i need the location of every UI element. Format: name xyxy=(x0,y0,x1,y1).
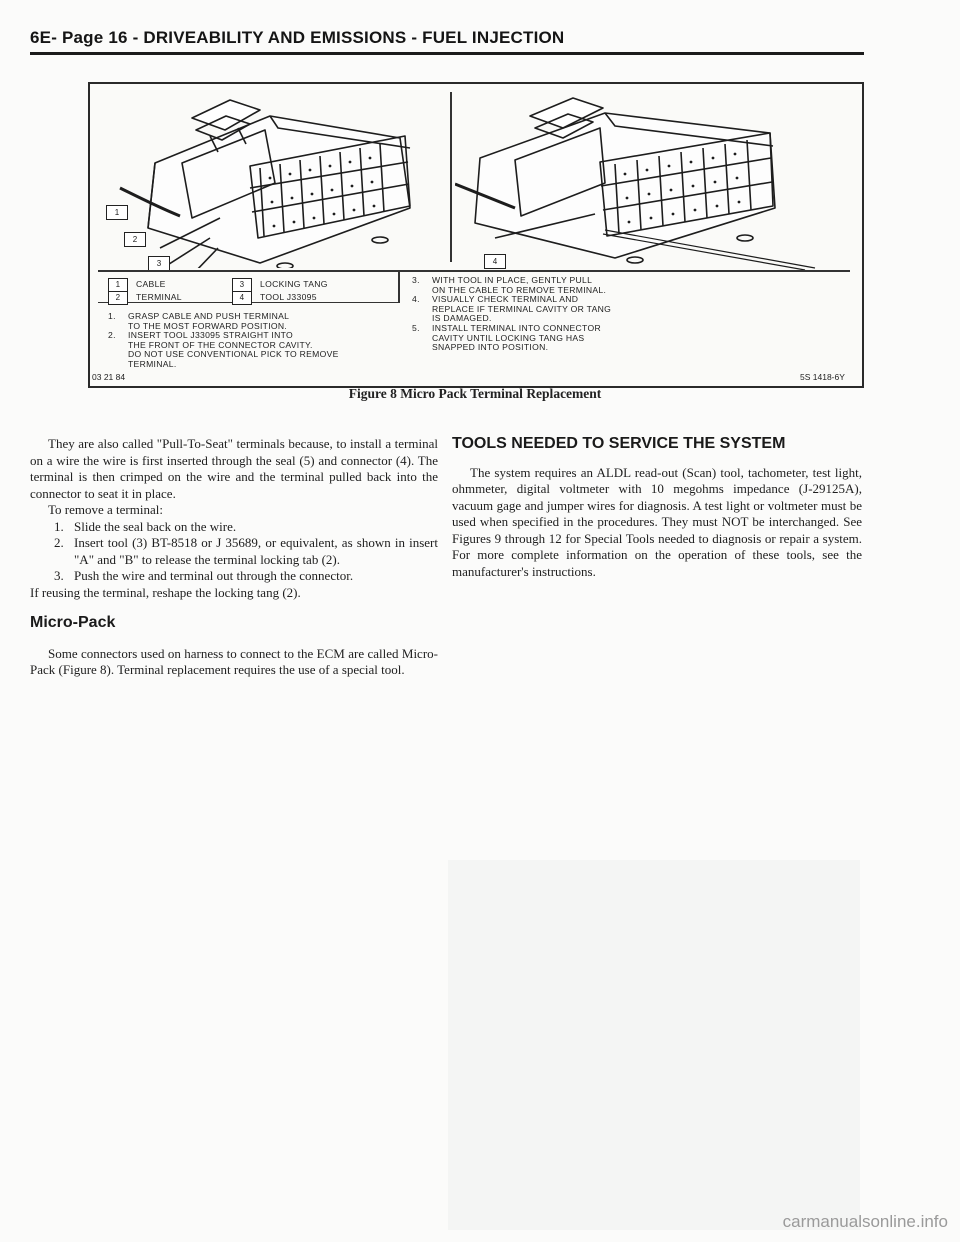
micro-pack-paragraph: Some connectors used on harness to connect to the ECM are called Micro-Pack (Figure 8). Terminal replacement requires the use of a special tool. xyxy=(30,645,438,677)
callout-2: 2 xyxy=(124,232,146,247)
legend-label: CABLE xyxy=(136,279,166,290)
figure-divider xyxy=(450,92,452,262)
legend-divider xyxy=(398,272,400,302)
figure-step: 3. WITH TOOL IN PLACE, GENTLY PULL ON THE CABLE TO REMOVE TERMINAL. xyxy=(412,275,607,295)
header-title: 6E- Page 16 - DRIVEABILITY AND EMISSIONS - FUEL INJECTION xyxy=(30,28,565,47)
figure-step: 5. INSTALL TERMINAL INTO CONNECTOR CAVITY UNTIL LOCKING TANG HAS SNAPPED INTO POSITION. xyxy=(412,322,601,353)
removal-step: 3. Push the wire and terminal out through the connector. xyxy=(54,568,354,583)
legend-number: 2 xyxy=(108,291,128,305)
legend-number: 4 xyxy=(232,291,252,305)
legend-item-tool xyxy=(232,291,317,305)
callout-3: 3 xyxy=(148,256,170,271)
remove-intro: To remove a terminal: xyxy=(48,502,163,517)
connector-illustration-right xyxy=(455,88,855,270)
callout-1: 1 xyxy=(106,205,128,220)
header-rule xyxy=(30,52,864,55)
figure-steps-left xyxy=(108,312,398,370)
figure-code-left: 03 21 84 xyxy=(92,372,126,382)
legend-item-terminal xyxy=(108,291,182,305)
legend-item-locking-tang xyxy=(232,278,328,292)
left-column xyxy=(30,436,438,679)
legend-item-cable xyxy=(108,278,166,292)
callout-4: 4 xyxy=(484,254,506,269)
tools-heading: TOOLS NEEDED TO SERVICE THE SYSTEM xyxy=(452,435,786,452)
figure-legend-rule xyxy=(98,270,850,272)
figure-step: 1. GRASP CABLE AND PUSH TERMINAL TO THE MOST FORWARD POSITION. xyxy=(108,311,290,331)
legend-label: TOOL J33095 xyxy=(260,292,317,303)
intro-paragraph: They are also called "Pull-To-Seat" terminals because, to install a terminal on a wire the wire is first inserted through the seal (5) and connector (4). The terminal is then crimped on the wire and the terminal pulled back into the connector to seat it in place. xyxy=(30,436,438,501)
removal-step: 1. Slide the seal back on the wire. xyxy=(54,518,237,534)
watermark-text: carmanualsonline.info xyxy=(782,1212,948,1231)
legend-number: 1 xyxy=(108,278,128,292)
micro-pack-heading: Micro-Pack xyxy=(30,614,116,631)
connector-illustration-left xyxy=(100,88,445,268)
legend-label: LOCKING TANG xyxy=(260,279,328,290)
figure-caption: Figure 8 Micro Pack Terminal Replacement xyxy=(348,386,602,401)
legend-number: 3 xyxy=(232,278,252,292)
tools-paragraph: The system requires an ALDL read-out (Scan) tool, tachometer, test light, ohmmeter, digital voltmeter with 10 megohms impedance (J-29125A), vacuum gage and jumper wires for diagnosis. A test light or voltmeter must be used when specified in the procedures. They must NOT be interchanged. See Figures 9 through 12 for Special Tools needed to diagnosis or repair a system. For more complete information on the operation of these tools, see the manufacturer's instructions. xyxy=(452,464,862,579)
bleed-through-shade xyxy=(448,860,860,1230)
removal-step: 2. Insert tool (3) BT-8518 or J 35689, or equivalent, as shown in insert "A" and "B" to release the terminal locking tab (2). xyxy=(54,535,438,567)
figure-step: 2. INSERT TOOL J33095 STRAIGHT INTO THE FRONT OF THE CONNECTOR CAVITY. DO NOT USE CONVENTIONAL PICK TO REMOVE TERMINAL. xyxy=(108,330,339,369)
figure-code-right: 5S 1418-6Y xyxy=(800,372,845,382)
reuse-note: If reusing the terminal, reshape the locking tang (2). xyxy=(30,584,301,600)
figure-steps-right xyxy=(412,276,742,353)
legend-label: TERMINAL xyxy=(136,292,182,303)
figure-step: 4. VISUALLY CHECK TERMINAL AND REPLACE IF TERMINAL CAVITY OR TANG IS DAMAGED. xyxy=(412,294,612,324)
right-column xyxy=(452,436,862,580)
